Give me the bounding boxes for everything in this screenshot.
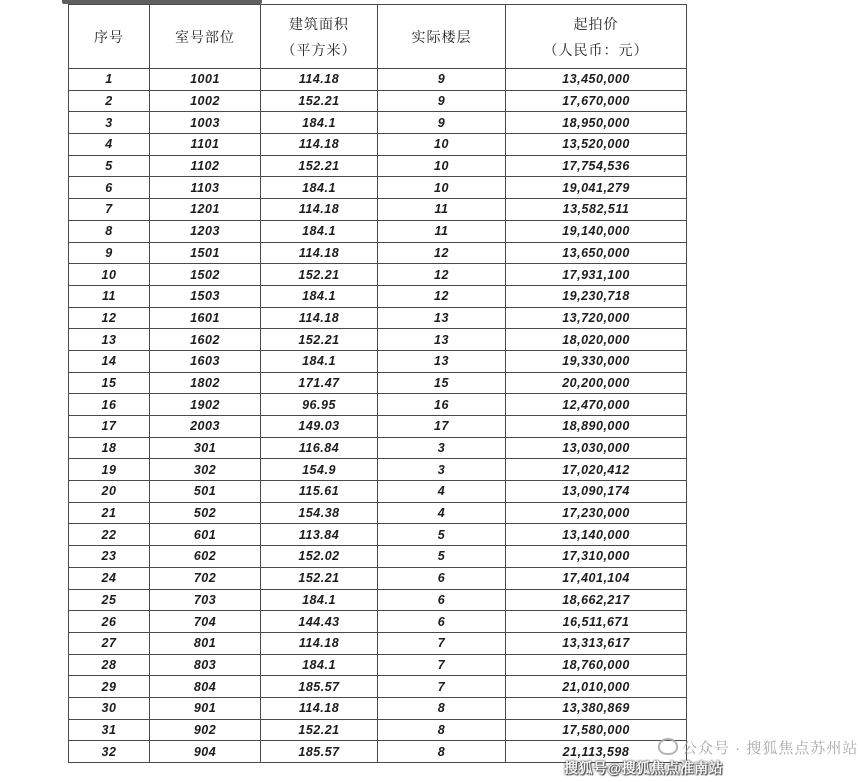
cell-index: 24 <box>69 567 150 589</box>
cell-floor: 12 <box>378 285 506 307</box>
cell-price: 13,650,000 <box>506 242 687 264</box>
cell-area: 116.84 <box>261 437 378 459</box>
cell-room: 1103 <box>150 177 261 199</box>
cell-room: 1602 <box>150 329 261 351</box>
cell-index: 9 <box>69 242 150 264</box>
header-floor-label: 实际楼层 <box>411 28 472 45</box>
table-row <box>69 632 687 654</box>
header-price-label: 起拍价 <box>573 15 619 32</box>
cell-floor: 16 <box>378 394 506 416</box>
cell-area: 184.1 <box>261 589 378 611</box>
header-price-unit: （人民币：元） <box>543 41 649 58</box>
table-row <box>69 416 687 438</box>
cell-index: 29 <box>69 676 150 698</box>
cell-index: 12 <box>69 307 150 329</box>
cell-index: 15 <box>69 372 150 394</box>
cell-area: 184.1 <box>261 220 378 242</box>
cell-room: 501 <box>150 481 261 503</box>
cell-index: 19 <box>69 459 150 481</box>
cell-price: 18,760,000 <box>506 654 687 676</box>
cell-price: 17,931,100 <box>506 264 687 286</box>
cell-floor: 7 <box>378 632 506 654</box>
cell-index: 3 <box>69 112 150 134</box>
cell-floor: 9 <box>378 69 506 91</box>
cell-area: 114.18 <box>261 242 378 264</box>
header-floor <box>378 5 506 69</box>
cell-area: 152.21 <box>261 90 378 112</box>
cell-index: 10 <box>69 264 150 286</box>
cell-room: 502 <box>150 502 261 524</box>
cell-price: 17,020,412 <box>506 459 687 481</box>
cell-index: 22 <box>69 524 150 546</box>
cell-room: 804 <box>150 676 261 698</box>
cell-area: 152.21 <box>261 264 378 286</box>
cell-index: 6 <box>69 177 150 199</box>
cell-room: 1002 <box>150 90 261 112</box>
cell-price: 17,670,000 <box>506 90 687 112</box>
cell-room: 1603 <box>150 350 261 372</box>
cell-index: 17 <box>69 416 150 438</box>
table-row <box>69 199 687 221</box>
document-page <box>58 0 858 782</box>
cell-room: 1001 <box>150 69 261 91</box>
cell-index: 2 <box>69 90 150 112</box>
cell-area: 96.95 <box>261 394 378 416</box>
cell-area: 184.1 <box>261 177 378 199</box>
table-row <box>69 90 687 112</box>
cell-room: 2003 <box>150 416 261 438</box>
cell-price: 21,010,000 <box>506 676 687 698</box>
cell-price: 13,380,869 <box>506 697 687 719</box>
table-row <box>69 220 687 242</box>
cell-price: 19,330,000 <box>506 350 687 372</box>
cell-floor: 10 <box>378 155 506 177</box>
cell-price: 19,140,000 <box>506 220 687 242</box>
table-row <box>69 567 687 589</box>
table-row <box>69 69 687 91</box>
table-row <box>69 654 687 676</box>
cell-area: 171.47 <box>261 372 378 394</box>
cell-floor: 12 <box>378 242 506 264</box>
header-price <box>506 5 687 69</box>
cell-floor: 7 <box>378 676 506 698</box>
cell-area: 154.9 <box>261 459 378 481</box>
cell-price: 17,310,000 <box>506 546 687 568</box>
cell-price: 12,470,000 <box>506 394 687 416</box>
cell-area: 114.18 <box>261 199 378 221</box>
cell-room: 1503 <box>150 285 261 307</box>
cell-room: 1501 <box>150 242 261 264</box>
cell-price: 18,890,000 <box>506 416 687 438</box>
cell-index: 13 <box>69 329 150 351</box>
cell-floor: 8 <box>378 741 506 763</box>
auction-price-table <box>68 4 687 763</box>
table-row <box>69 481 687 503</box>
table-row <box>69 134 687 156</box>
cell-floor: 15 <box>378 372 506 394</box>
cell-floor: 7 <box>378 654 506 676</box>
cell-room: 1601 <box>150 307 261 329</box>
header-room <box>150 5 261 69</box>
cell-area: 184.1 <box>261 654 378 676</box>
cell-floor: 10 <box>378 177 506 199</box>
cell-area: 115.61 <box>261 481 378 503</box>
cell-floor: 6 <box>378 567 506 589</box>
cell-room: 1502 <box>150 264 261 286</box>
cell-area: 149.03 <box>261 416 378 438</box>
header-index-label: 序号 <box>94 28 124 45</box>
cell-floor: 4 <box>378 502 506 524</box>
cell-price: 13,720,000 <box>506 307 687 329</box>
cell-price: 17,754,536 <box>506 155 687 177</box>
cell-room: 901 <box>150 697 261 719</box>
cell-price: 19,041,279 <box>506 177 687 199</box>
cell-area: 114.18 <box>261 134 378 156</box>
cell-room: 704 <box>150 611 261 633</box>
cell-room: 1201 <box>150 199 261 221</box>
cell-room: 902 <box>150 719 261 741</box>
cell-price: 18,662,217 <box>506 589 687 611</box>
cell-area: 144.43 <box>261 611 378 633</box>
table-row <box>69 611 687 633</box>
header-area-label: 建筑面积 <box>289 15 349 32</box>
table-row <box>69 177 687 199</box>
cell-floor: 6 <box>378 611 506 633</box>
cell-room: 1203 <box>150 220 261 242</box>
cell-index: 11 <box>69 285 150 307</box>
cell-floor: 13 <box>378 350 506 372</box>
cell-index: 32 <box>69 741 150 763</box>
cell-floor: 5 <box>378 546 506 568</box>
cell-index: 7 <box>69 199 150 221</box>
cell-room: 702 <box>150 567 261 589</box>
cell-floor: 4 <box>378 481 506 503</box>
cell-index: 27 <box>69 632 150 654</box>
cell-floor: 5 <box>378 524 506 546</box>
cell-floor: 9 <box>378 90 506 112</box>
cell-index: 25 <box>69 589 150 611</box>
cell-floor: 12 <box>378 264 506 286</box>
table-row <box>69 524 687 546</box>
cell-area: 184.1 <box>261 112 378 134</box>
cell-area: 114.18 <box>261 632 378 654</box>
cell-price: 13,030,000 <box>506 437 687 459</box>
table-body <box>69 69 687 763</box>
header-area-unit: （平方米） <box>281 41 357 58</box>
cell-room: 1003 <box>150 112 261 134</box>
cell-area: 152.21 <box>261 155 378 177</box>
cell-index: 20 <box>69 481 150 503</box>
table-row <box>69 112 687 134</box>
cell-price: 16,511,671 <box>506 611 687 633</box>
table-row <box>69 589 687 611</box>
cell-floor: 8 <box>378 697 506 719</box>
cell-area: 114.18 <box>261 697 378 719</box>
cell-price: 13,582,511 <box>506 199 687 221</box>
header-area <box>261 5 378 69</box>
cell-index: 21 <box>69 502 150 524</box>
cell-room: 1802 <box>150 372 261 394</box>
cell-floor: 11 <box>378 199 506 221</box>
cell-room: 1902 <box>150 394 261 416</box>
table-row <box>69 350 687 372</box>
cell-index: 4 <box>69 134 150 156</box>
cell-price: 17,580,000 <box>506 719 687 741</box>
cell-price: 17,401,104 <box>506 567 687 589</box>
table-row <box>69 502 687 524</box>
cell-room: 904 <box>150 741 261 763</box>
cell-area: 152.02 <box>261 546 378 568</box>
table-row <box>69 546 687 568</box>
cell-room: 703 <box>150 589 261 611</box>
table-row <box>69 372 687 394</box>
cell-price: 21,113,598 <box>506 741 687 763</box>
cell-room: 803 <box>150 654 261 676</box>
table-row <box>69 307 687 329</box>
wechat-watermark <box>658 737 858 758</box>
cell-price: 13,520,000 <box>506 134 687 156</box>
cell-price: 19,230,718 <box>506 285 687 307</box>
cell-room: 601 <box>150 524 261 546</box>
table-row <box>69 697 687 719</box>
cell-price: 13,140,000 <box>506 524 687 546</box>
table-row <box>69 329 687 351</box>
cell-area: 185.57 <box>261 676 378 698</box>
cell-room: 1102 <box>150 155 261 177</box>
header-index <box>69 5 150 69</box>
table-header-row <box>69 5 687 69</box>
cell-floor: 9 <box>378 112 506 134</box>
cell-floor: 3 <box>378 459 506 481</box>
wechat-icon <box>658 738 678 755</box>
table-row <box>69 155 687 177</box>
cell-price: 13,090,174 <box>506 481 687 503</box>
cell-price: 18,950,000 <box>506 112 687 134</box>
cell-index: 26 <box>69 611 150 633</box>
cell-floor: 17 <box>378 416 506 438</box>
header-room-label: 室号部位 <box>175 28 235 45</box>
table-row <box>69 719 687 741</box>
cell-index: 23 <box>69 546 150 568</box>
cell-room: 302 <box>150 459 261 481</box>
wechat-watermark-text: 公众号 · 搜狐焦点苏州站 <box>682 740 858 757</box>
table-row <box>69 242 687 264</box>
cell-price: 13,313,617 <box>506 632 687 654</box>
table-row <box>69 285 687 307</box>
cell-floor: 11 <box>378 220 506 242</box>
cell-price: 17,230,000 <box>506 502 687 524</box>
cell-floor: 13 <box>378 329 506 351</box>
cell-area: 113.84 <box>261 524 378 546</box>
cell-index: 14 <box>69 350 150 372</box>
cell-index: 16 <box>69 394 150 416</box>
cell-room: 602 <box>150 546 261 568</box>
cell-floor: 10 <box>378 134 506 156</box>
cell-room: 301 <box>150 437 261 459</box>
cell-index: 18 <box>69 437 150 459</box>
cell-room: 1101 <box>150 134 261 156</box>
cell-area: 184.1 <box>261 350 378 372</box>
cell-area: 114.18 <box>261 69 378 91</box>
cell-floor: 3 <box>378 437 506 459</box>
cell-area: 184.1 <box>261 285 378 307</box>
cell-area: 154.38 <box>261 502 378 524</box>
cell-area: 114.18 <box>261 307 378 329</box>
table-row <box>69 459 687 481</box>
cell-floor: 8 <box>378 719 506 741</box>
cell-index: 8 <box>69 220 150 242</box>
table-row <box>69 437 687 459</box>
cell-price: 18,020,000 <box>506 329 687 351</box>
cell-floor: 13 <box>378 307 506 329</box>
cell-area: 152.21 <box>261 719 378 741</box>
cell-area: 152.21 <box>261 567 378 589</box>
cell-floor: 6 <box>378 589 506 611</box>
sohu-watermark: 搜狐号@搜狐焦点淮南站 <box>564 760 724 776</box>
cell-price: 20,200,000 <box>506 372 687 394</box>
cell-index: 31 <box>69 719 150 741</box>
cell-index: 28 <box>69 654 150 676</box>
table-row <box>69 676 687 698</box>
cell-price: 13,450,000 <box>506 69 687 91</box>
cell-index: 5 <box>69 155 150 177</box>
cell-area: 152.21 <box>261 329 378 351</box>
cell-area: 185.57 <box>261 741 378 763</box>
cell-room: 801 <box>150 632 261 654</box>
table-row <box>69 394 687 416</box>
cell-index: 1 <box>69 69 150 91</box>
table-row <box>69 264 687 286</box>
cell-index: 30 <box>69 697 150 719</box>
